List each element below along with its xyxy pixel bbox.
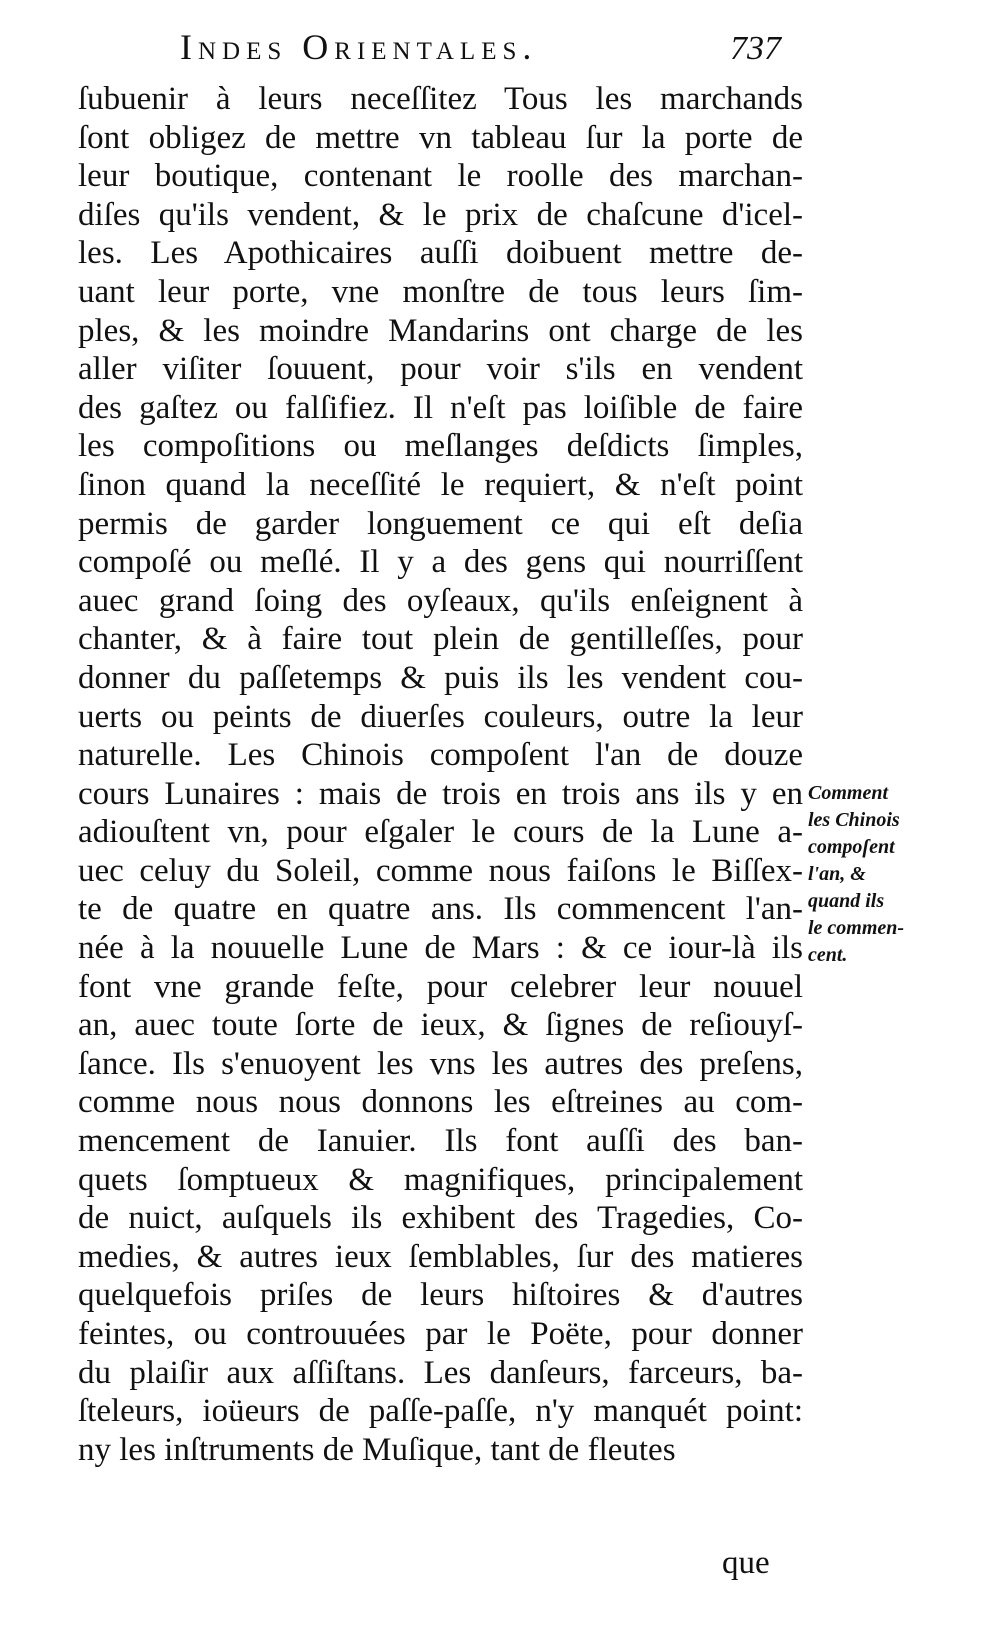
text-line: quets ſomptueux & magnifiques, principalement xyxy=(78,1161,803,1198)
page-number: 737 xyxy=(730,30,781,67)
text-line: les compoſitions ou meſlanges deſdicts ſimples, xyxy=(78,428,803,465)
margin-note-line: le commen- xyxy=(808,917,905,939)
text-line: leur boutique, contenant le roolle des marchan- xyxy=(78,158,803,195)
text-line: née à la nouuelle Lune de Mars : & ce iour-là ils xyxy=(78,930,803,967)
margin-note-line: les Chinois xyxy=(808,809,900,831)
text-line: font vne grande feſte, pour celebrer leur nouuel xyxy=(78,968,803,1005)
text-line: du plaiſir aux aſſiſtans. Les danſeurs, farceurs, ba- xyxy=(78,1354,803,1391)
text-line: ſont obligez de mettre vn tableau ſur la porte de xyxy=(78,119,803,156)
text-line: comme nous nous donnons les eſtreines au com- xyxy=(78,1084,803,1121)
running-head: Indes Orientales. xyxy=(180,27,538,67)
text-line: auec grand ſoing des oyſeaux, qu'ils enſeignent à xyxy=(78,582,803,619)
text-line: les. Les Apothicaires auſſi doibuent mettre de- xyxy=(78,235,803,272)
text-line: an, auec toute ſorte de ieux, & ſignes de reſiouyſ- xyxy=(78,1007,803,1044)
margin-note xyxy=(808,780,938,969)
text-line: uant leur porte, vne monſtre de tous leurs ſim- xyxy=(78,273,803,310)
margin-note-line: Comment xyxy=(808,782,889,804)
margin-note-line: l'an, & xyxy=(808,863,866,885)
text-line: permis de garder longuement ce qui eſt deſia xyxy=(78,505,803,542)
body-text xyxy=(78,80,803,1469)
text-line: feintes, ou controuuées par le Poëte, pour donner xyxy=(78,1316,803,1352)
margin-note-line: compoſent xyxy=(808,836,895,858)
text-line: uerts ou peints de diuerſes couleurs, outre la leur xyxy=(78,698,803,735)
text-line: compoſé ou meſlé. Il y a des gens qui nourriſſent xyxy=(78,544,803,581)
text-line: naturelle. Les Chinois compoſent l'an de douze xyxy=(78,737,803,774)
text-line: ſance. Ils s'enuoyent les vns les autres des preſens, xyxy=(78,1045,803,1082)
text-line: aller viſiter ſouuent, pour voir s'ils en vendent xyxy=(78,351,803,388)
catchword: que xyxy=(722,1545,770,1581)
text-line: uec celuy du Soleil, comme nous faiſons le Biſſex- xyxy=(78,852,803,889)
text-line: ſubuenir à leurs neceſſitez Tous les marchands xyxy=(78,81,803,117)
text-line: chanter, & à faire tout plein de gentilleſſes, pour xyxy=(78,621,803,658)
text-line: donner du paſſetemps & puis ils les vendent cou- xyxy=(78,659,803,696)
text-line: de nuict, auſquels ils exhibent des Tragedies, Co- xyxy=(78,1200,803,1237)
text-line: des gaſtez ou falſifiez. Il n'eſt pas loiſible de faire xyxy=(78,389,803,426)
text-line: ples, & les moindre Mandarins ont charge de les xyxy=(78,312,803,349)
text-line: ſinon quand la neceſſité le requiert, & n'eſt point xyxy=(78,466,803,503)
text-line: diſes qu'ils vendent, & le prix de chaſcune d'icel- xyxy=(78,196,803,233)
text-line: te de quatre en quatre ans. Ils commencent l'an- xyxy=(78,891,803,928)
text-line: quelquefois priſes de leurs hiſtoires & d'autres xyxy=(78,1277,803,1314)
text-line: adiouſtent vn, pour eſgaler le cours de la Lune a- xyxy=(78,814,803,851)
text-line: mencement de Ianuier. Ils font auſſi des ban- xyxy=(78,1123,803,1160)
text-line: medies, & autres ieux ſemblables, ſur des matieres xyxy=(78,1238,803,1275)
text-line: cours Lunaires : mais de trois en trois ans ils y en xyxy=(78,775,803,812)
text-line: ny les inſtruments de Muſique, tant de fleutes xyxy=(78,1431,676,1468)
margin-note-line: cent. xyxy=(808,944,848,966)
margin-note-line: quand ils xyxy=(808,890,885,912)
text-line: ſteleurs, ioüeurs de paſſe-paſſe, n'y manquét point: xyxy=(78,1393,803,1430)
